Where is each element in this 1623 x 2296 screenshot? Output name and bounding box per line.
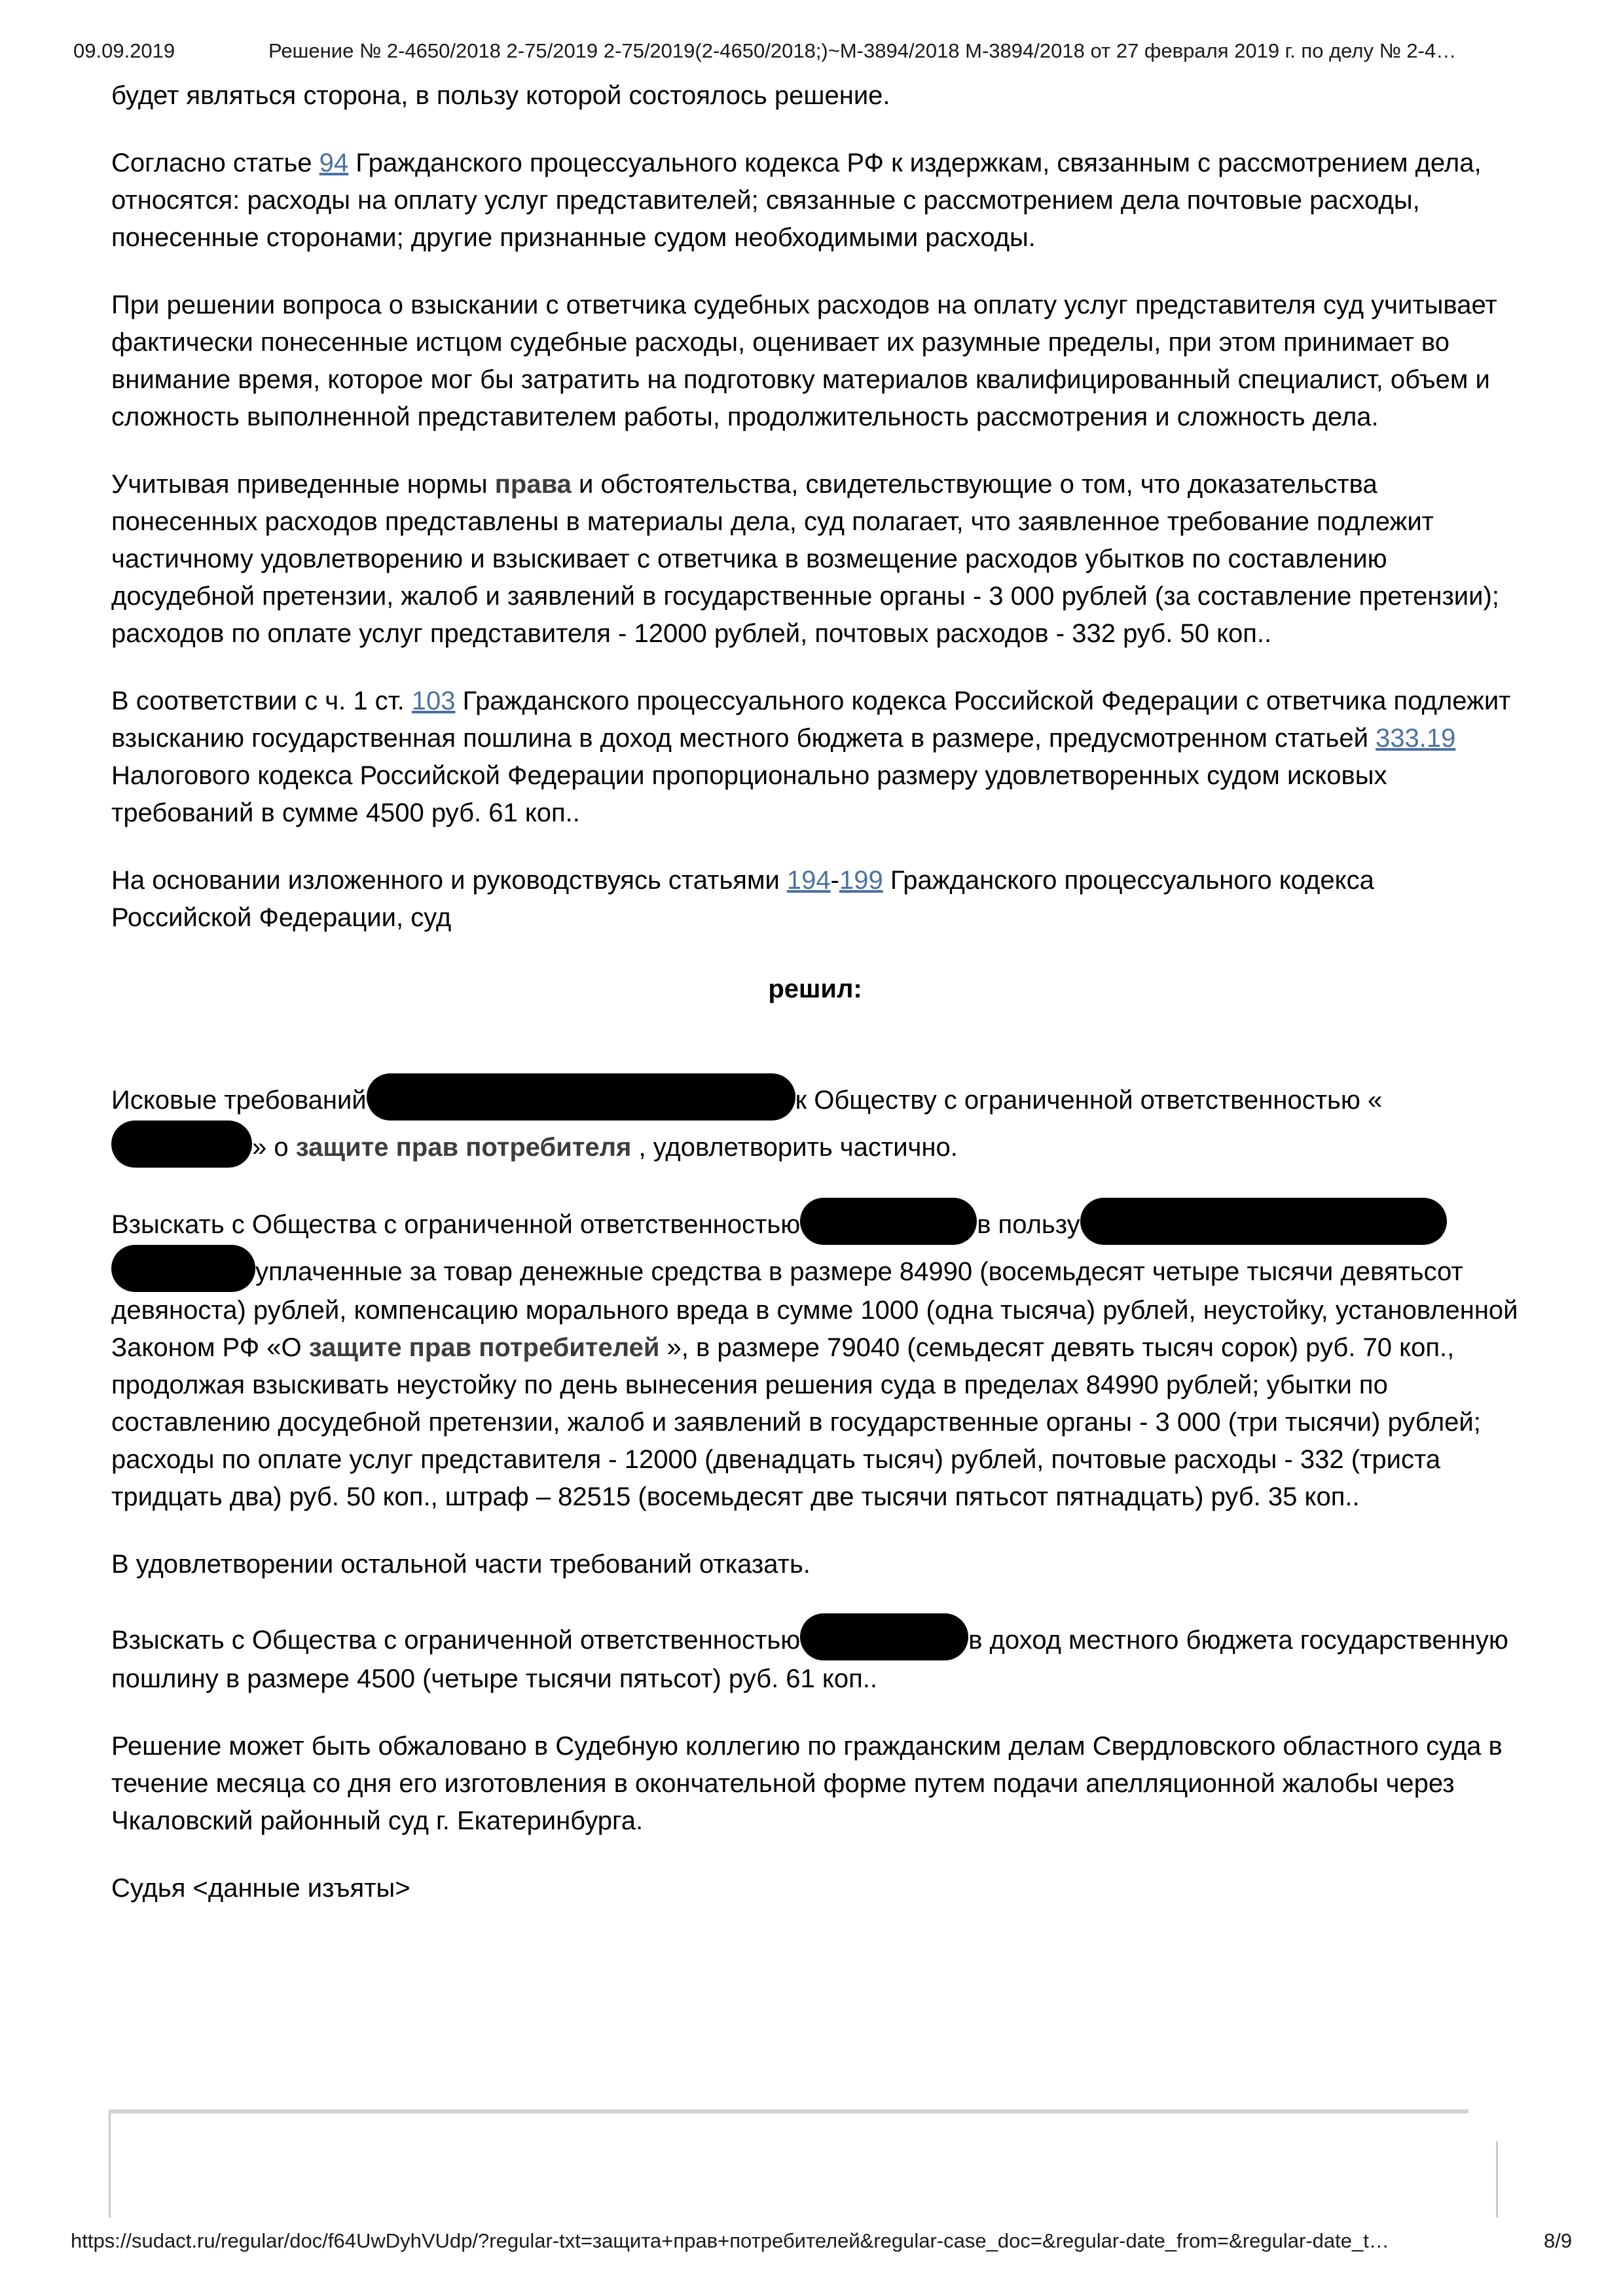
text-run: Судья <данные изъяты> [111, 1874, 410, 1903]
statute-link-333-19[interactable]: 333.19 [1376, 724, 1456, 753]
text-run: » о [252, 1133, 296, 1162]
embed-box-right-border [1496, 2142, 1498, 2217]
paragraph-costs-award [111, 466, 1519, 653]
redaction-box [111, 1245, 255, 1292]
redaction-box [111, 1121, 252, 1168]
text-run: В соответствии с ч. 1 ст. [111, 687, 412, 715]
paragraph-judge [111, 1870, 1519, 1907]
text-run: Взыскать с Общества с ограниченной ответственностью [111, 1210, 801, 1239]
paragraph-claims-denied [111, 1546, 1519, 1583]
embed-box-top-bar [109, 2109, 1468, 2113]
statute-link-103[interactable]: 103 [411, 687, 456, 715]
paragraph-representative-costs [111, 287, 1519, 436]
truncated-embed-box [109, 2109, 1498, 2217]
decision-heading [111, 971, 1519, 1008]
text-run: Исковые требований [111, 1086, 367, 1115]
redaction-box [1080, 1198, 1447, 1245]
text-run: , удовлетворить частично. [631, 1133, 958, 1162]
text-run: к Обществу с ограниченной ответственностью « [795, 1086, 1383, 1115]
text-run: - [830, 866, 839, 895]
print-header-date: 09.09.2019 [73, 39, 175, 62]
text-run: », в размере 79040 (семьдесят девять тысяч сорок) руб. 70 коп., продолжая взыскивать неустойку по день вынесения решения суда в пределах 84990 рублей; убытки по составлению досудебной претензии, жалоб и заявлений в государственные органы - 3 000 (три тысячи) рублей; расходы по оплате услуг представителя - 12000 (двенадцать тысяч) рублей, почтовые расходы - 332 (триста тридцать два) руб. 50 коп., штраф – 82515 (восемьдесят две тысячи пятьсот пятнадцать) руб. 35 коп.. [111, 1333, 1481, 1511]
paragraph-appeal [111, 1728, 1519, 1840]
statute-link-199[interactable]: 199 [839, 866, 883, 895]
redaction-box [800, 1198, 977, 1245]
text-run: Гражданского процессуального кодекса Российской Федерации с ответчика подлежит взысканию государственная пошлина в доход местного бюджета в размере, предусмотренном статьей [111, 687, 1511, 753]
text-run: В удовлетворении остальной части требований отказать. [111, 1550, 811, 1579]
text-run: Учитывая приведенные нормы [111, 470, 495, 499]
text-run: Налогового кодекса Российской Федерации пропорционально размеру удовлетворенных судом исковых требований в сумме 4500 руб. 61 коп.. [111, 761, 1387, 827]
text-run: в пользу [977, 1210, 1080, 1239]
print-header-title: Решение № 2-4650/2018 2-75/2019 2-75/2019(2-4650/2018;)~М-3894/2018 М-3894/2018 от 27 февраля 2019 г. по делу № 2-4… [268, 39, 1457, 62]
paragraph-duty-to-budget [111, 1613, 1519, 1698]
paragraph-ruling-basis [111, 862, 1519, 937]
redaction-box [367, 1073, 795, 1121]
paragraph-claims-granted [111, 1073, 1519, 1168]
highlighted-search-term: защите прав потребителей [308, 1333, 660, 1362]
paragraph-state-duty [111, 683, 1519, 832]
text-run: При решении вопроса о взыскании с ответчика судебных расходов на оплату услуг представителя суд учитывает фактически понесенные истцом судебные расходы, оценивает их разумные пределы, при этом принимает во внимание время, которое мог бы затратить на подготовку материалов квалифицированный специалист, объем и сложность выполненной представителем работы, продолжительность рассмотрения и сложность дела. [111, 291, 1497, 431]
highlighted-search-term: права [494, 470, 572, 499]
text-run: Согласно статье [111, 149, 319, 177]
print-footer-url: https://sudact.ru/regular/doc/f64UwDyhVUdp/?regular-txt=защита+прав+потребителей&regular-case_doc=&regular-date_from=&regular-date_t… [71, 2229, 1389, 2252]
print-footer-page-indicator: 8/9 [1544, 2229, 1573, 2252]
highlighted-search-term: защите прав потребителя [295, 1133, 632, 1162]
text-run: Гражданского процессуального кодекса Российской Федерации, суд [111, 866, 1374, 932]
text-run: в доход местного бюджета государственную пошлину в размере 4500 (четыре тысячи пятьсот) руб. 61 коп.. [111, 1626, 1508, 1693]
text-run: На основании изложенного и руководствуясь статьями [111, 866, 787, 895]
statute-link-94[interactable]: 94 [319, 149, 349, 177]
embed-box-left-border [109, 2113, 111, 2217]
text-run: Взыскать с Общества с ограниченной ответственностью [111, 1626, 801, 1655]
paragraph-carryover [111, 77, 1519, 115]
redaction-box [800, 1613, 968, 1660]
paragraph-article-94 [111, 145, 1519, 257]
text-run: и обстоятельства, свидетельствующие о том, что доказательства понесенных расходов представлены в материалы дела, суд полагает, что заявленное требование подлежит частичному удовлетворению и взыскивает с ответчика в возмещение расходов убытков по составлению досудебной претензии, жалоб и заявлений в государственные органы - 3 000 рублей (за составление претензии); расходов по оплате услуг представителя - 12000 рублей, почтовых расходов - 332 руб. 50 коп.. [111, 470, 1499, 648]
text-run: Гражданского процессуального кодекса РФ к издержкам, связанным с рассмотрением дела, относятся: расходы на оплату услуг представителей; связанные с рассмотрением дела почтовые расходы, понесенные сторонами; другие признанные судом необходимыми расходы. [111, 149, 1482, 252]
text-run: уплаченные за товар денежные средства в размере 84990 (восемьдесят четыре тысячи девятьсот девяноста) рублей, компенсацию морального вреда в сумме 1000 (одна тысяча) рублей, неустойку, установленной Законом РФ «О [111, 1257, 1518, 1362]
statute-link-194[interactable]: 194 [786, 866, 831, 895]
text-run: решил: [768, 975, 862, 1003]
document-body [111, 77, 1519, 1937]
paragraph-recovery-award [111, 1198, 1519, 1516]
text-run: будет являться сторона, в пользу которой состоялось решение. [111, 81, 890, 110]
text-run: Решение может быть обжаловано в Судебную коллегию по гражданским делам Свердловского областного суда в течение месяца со дня его изготовления в окончательной форме путем подачи апелляционной жалобы через Чкаловский районный суд г. Екатеринбурга. [111, 1732, 1503, 1835]
